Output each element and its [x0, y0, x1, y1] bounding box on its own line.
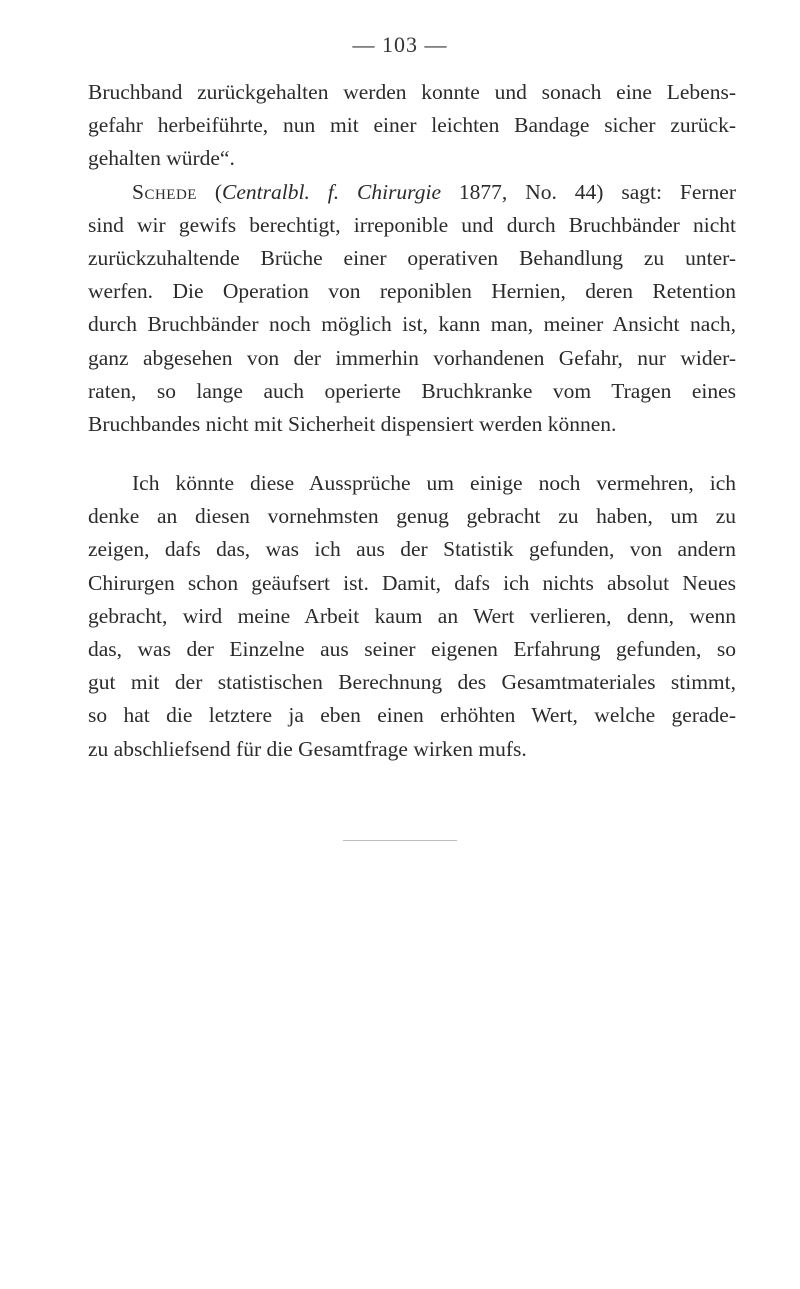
text-line: denke an diesen vornehmsten genug gebracht zu haben, um zu: [88, 504, 736, 529]
paragraph-3: [88, 467, 736, 766]
text-line: so hat die letztere ja eben einen erhöhten Wert, welche gerade-: [88, 703, 736, 728]
text-line: das, was der Einzelne aus seiner eigenen Erfahrung gefunden, so: [88, 637, 736, 662]
text-line: zurückzuhaltende Brüche einer operativen Behandlung zu unter-: [88, 246, 736, 271]
text-line: Ich könnte diese Aussprüche um einige noch vermehren, ich: [132, 471, 736, 495]
page-number-header: — 103 —: [352, 32, 448, 57]
paragraph-2: [88, 176, 736, 442]
text-line: gut mit der statistischen Berechnung des Gesamtmateriales stimmt,: [88, 670, 736, 695]
text-line: gehalten würde“.: [88, 146, 235, 171]
text-fragment: 1877, No. 44) sagt: Ferner: [441, 179, 736, 204]
paragraph-1: [88, 76, 736, 176]
text-block-2: [88, 467, 736, 766]
text-line: gebracht, wird meine Arbeit kaum an Wert verlieren, denn, wenn: [88, 603, 736, 628]
text-line: werfen. Die Operation von reponiblen Hernien, deren Retention: [88, 279, 736, 304]
text-line: raten, so lange auch operierte Bruchkranke vom Tragen eines: [88, 378, 736, 403]
text-line: zu abschliefsend für die Gesamtfrage wirken mufs.: [88, 736, 527, 761]
text-line: sind wir gewifs berechtigt, irreponible und durch Bruchbänder nicht: [88, 212, 736, 237]
text-line: [88, 176, 736, 209]
text-block-1: [88, 76, 736, 441]
author-name: Schede: [132, 179, 197, 204]
text-line: Bruchband zurückgehalten werden konnte und sonach eine Lebens-: [88, 80, 736, 104]
text-line: Bruchbandes nicht mit Sicherheit dispensiert werden können.: [88, 412, 617, 437]
source-citation: Centralbl. f. Chirurgie: [222, 179, 442, 204]
text-line: gefahr herbeiführte, nun mit einer leichten Bandage sicher zurück-: [88, 113, 736, 138]
text-line: zeigen, dafs das, was ich aus der Statistik gefunden, von andern: [88, 537, 736, 562]
text-fragment: (: [196, 179, 223, 204]
text-line: durch Bruchbänder noch möglich ist, kann man, meiner Ansicht nach,: [88, 312, 736, 337]
section-divider: [343, 840, 457, 841]
text-line: ganz abgesehen von der immerhin vorhandenen Gefahr, nur wider-: [88, 345, 736, 370]
text-line: Chirurgen schon geäufsert ist. Damit, dafs ich nichts absolut Neues: [88, 570, 736, 595]
